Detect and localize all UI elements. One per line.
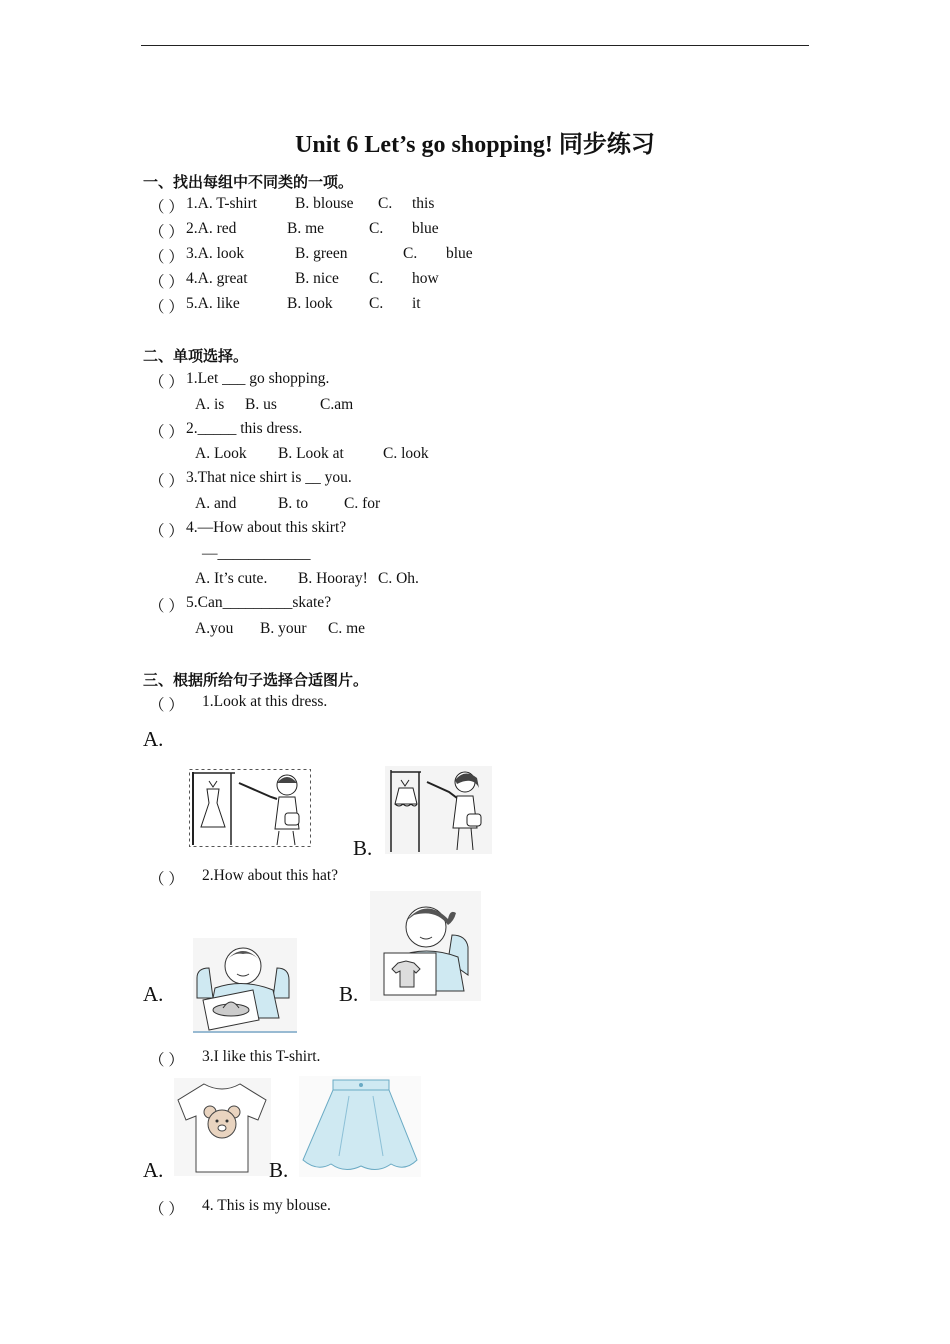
s1-q4-d: how [412,270,439,287]
s2-q4-b: B. Hooray! [298,570,368,587]
s2-q4-c: C. Oh. [378,570,419,587]
s1-q1-c: C. [378,195,393,212]
s1-q3-a: 3.A. look [186,245,245,262]
s2-q1-text: 1.Let ___ go shopping. [186,370,330,387]
s2-q4-text: 4.—How about this skirt? [186,519,347,536]
section2-heading: 二、单项选择。 [143,347,249,365]
s3-q1-text: 1.Look at this dress. [202,693,328,710]
s3-q4-paren: （ ） [149,1201,184,1218]
s3-q1-paren: （ ） [149,697,184,714]
s3-q4-text: 4. This is my blouse. [202,1197,331,1214]
s2-q2-c: C. look [383,445,429,462]
s1-q5-a: 5.A. like [186,295,240,312]
s2-q1-paren: （ ） [149,374,184,391]
s1-q2-b: B. me [287,220,325,237]
s3-q3-label-b: B. [269,1158,289,1182]
s2-q5-b: B. your [260,620,307,637]
s1-q3-paren: （ ） [149,249,184,266]
s3-q2-paren: （ ） [149,871,184,888]
s1-q3-c: C. [403,245,418,262]
s2-q3-a: A. and [195,495,237,512]
section3-heading: 三、根据所给句子选择合适图片。 [143,671,369,689]
s1-q3-b: B. green [295,245,348,262]
s2-q4-answer-blank: —____________ [202,545,311,562]
girl-shirt-picture-b [370,891,481,1001]
s2-q3-paren: （ ） [149,473,184,490]
s3-q3-paren: （ ） [149,1052,184,1069]
s2-q2-a: A. Look [195,445,247,462]
s1-q1-d: this [412,195,435,212]
s2-q4-a: A. It’s cute. [195,570,268,587]
s1-q4-paren: （ ） [149,274,184,291]
s2-q1-a: A. is [195,396,225,413]
s1-q1-b: B. blouse [295,195,354,212]
s2-q1-c: C.am [320,396,354,413]
s3-q2-label-a: A. [143,982,164,1006]
s2-q2-b: B. Look at [278,445,344,462]
s2-q5-c: C. me [328,620,366,637]
s1-q5-b: B. look [287,295,333,312]
s3-q3-text: 3.I like this T-shirt. [202,1048,321,1065]
header-rule [141,45,809,46]
s1-q4-c: C. [369,270,384,287]
s2-q5-a: A.you [195,620,234,637]
s3-q1-label-a: A. [143,727,164,751]
dress-pointing-picture-a [189,769,311,847]
s2-q3-text: 3.That nice shirt is __ you. [186,469,352,486]
s2-q5-paren: （ ） [149,598,184,615]
s3-q3-label-a: A. [143,1158,164,1182]
s2-q2-paren: （ ） [149,424,184,441]
page-title: Unit 6 Let’s go shopping! 同步练习 [295,132,655,158]
skirt-picture-b [299,1076,421,1177]
s2-q3-c: C. for [344,495,381,512]
s3-q2-label-b: B. [339,982,359,1006]
s2-q3-b: B. to [278,495,309,512]
s1-q1-a: 1.A. T-shirt [186,195,258,212]
tshirt-bear-picture-a [174,1078,271,1176]
s1-q5-c: C. [369,295,384,312]
s3-q2-text: 2.How about this hat? [202,867,339,884]
skirt-pointing-picture-b [385,766,492,854]
s3-q1-label-b: B. [353,836,373,860]
s1-q4-a: 4.A. great [186,270,248,287]
s1-q4-b: B. nice [295,270,339,287]
s1-q2-paren: （ ） [149,224,184,241]
section1-heading: 一、找出每组中不同类的一项。 [143,173,354,191]
s1-q2-c: C. [369,220,384,237]
s1-q2-a: 2.A. red [186,220,237,237]
s1-q5-d: it [412,295,421,312]
s2-q4-paren: （ ） [149,523,184,540]
s1-q3-d: blue [446,245,473,262]
s2-q1-b: B. us [245,396,277,413]
s1-q1-paren: （ ） [149,199,184,216]
girl-hat-picture-a [193,938,297,1033]
s2-q2-text: 2._____ this dress. [186,420,303,437]
s2-q5-text: 5.Can_________skate? [186,594,332,611]
s1-q2-d: blue [412,220,439,237]
s1-q5-paren: （ ） [149,299,184,316]
